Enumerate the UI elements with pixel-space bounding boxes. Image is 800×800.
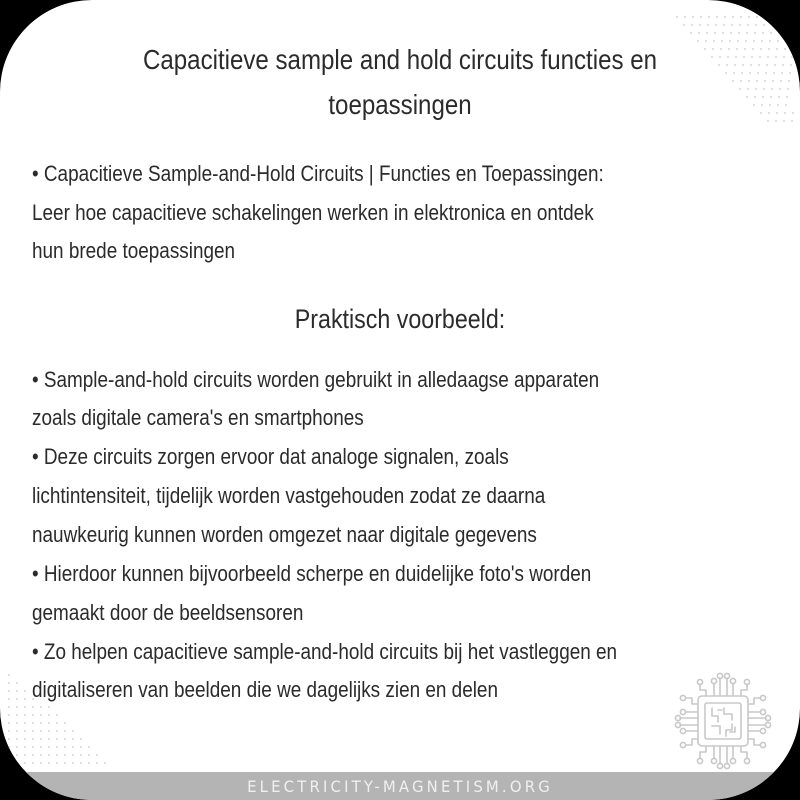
example-line-5: nauwkeurig kunnen worden omgezet naar digitale gegevens	[32, 522, 537, 547]
example-line-2: zoals digitale camera's en smartphones	[32, 405, 364, 430]
intro-line-1: • Capacitieve Sample-and-Hold Circuits | Functies en Toepassingen:	[32, 161, 604, 186]
example-line-1: • Sample-and-hold circuits worden gebruikt in alledaagse apparaten	[32, 367, 600, 392]
example-line-9: digitaliseren van beelden die we dagelijks zien en delen	[32, 677, 498, 702]
footer-band	[0, 772, 800, 800]
section-heading: Praktisch voorbeeld:	[294, 304, 506, 334]
example-line-4: lichtintensiteit, tijdelijk worden vastgehouden zodat ze daarna	[32, 483, 546, 508]
footer-site-name: ELECTRICITY-MAGNETISM.ORG	[247, 777, 553, 796]
example-line-8: • Zo helpen capacitieve sample-and-hold circuits bij het vastleggen en	[32, 639, 618, 664]
intro-line-3: hun brede toepassingen	[32, 238, 236, 263]
page-title-line-1: Capacitieve sample and hold circuits functies en	[143, 44, 657, 75]
example-line-7: gemaakt door de beeldsensoren	[32, 600, 304, 625]
intro-line-2: Leer hoe capacitieve schakelingen werken in elektronica en ontdek	[32, 200, 594, 225]
example-line-3: • Deze circuits zorgen ervoor dat analoge signalen, zoals	[32, 444, 509, 469]
example-line-6: • Hierdoor kunnen bijvoorbeeld scherpe en duidelijke foto's worden	[32, 561, 592, 586]
circuit-chip-icon	[672, 670, 776, 774]
page-title-line-2: toepassingen	[328, 89, 472, 120]
